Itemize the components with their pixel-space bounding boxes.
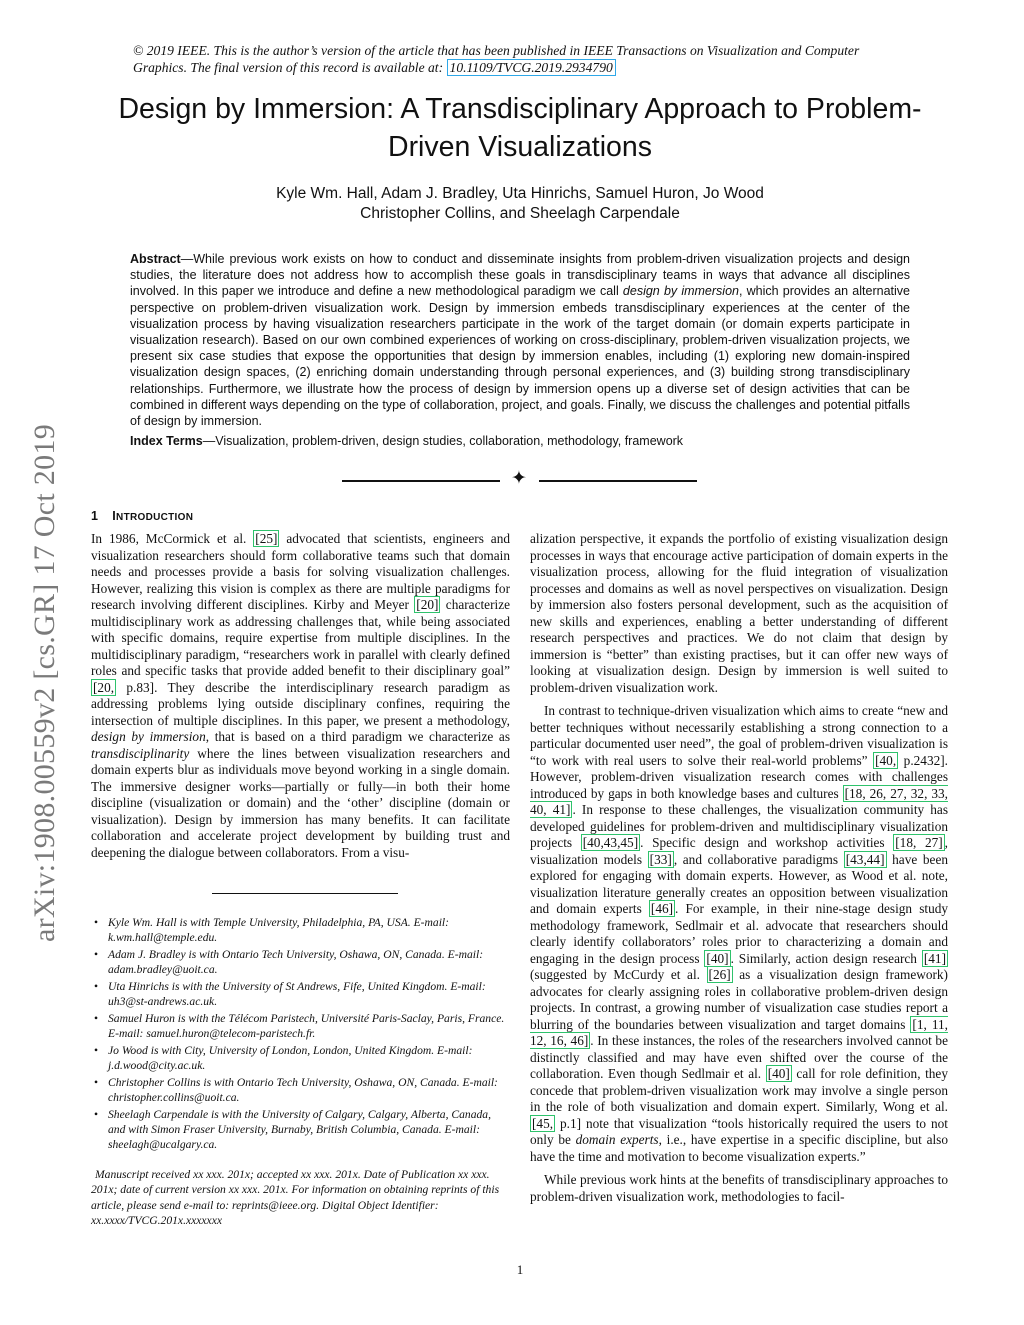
affiliation-item: • Christopher Collins is with Ontario Tech University, Oshawa, ON, Canada. E-mail: christopher.collins@uoit.ca. [91, 1075, 511, 1105]
text-run: p.83]. They describe the interdisciplinary research paradigm as addressing problems lying outside disciplinary confines, requiring the intersection of multiple disciplines. In this paper, we present a methodology, [91, 679, 510, 728]
citation-link[interactable]: [18, 26, 27, 32, 33, 40, 41] [530, 785, 948, 817]
affiliation-list [91, 915, 511, 1154]
doi-link[interactable]: 10.1109/TVCG.2019.2934790 [447, 59, 616, 76]
text-run: , and collaborative paradigms [673, 851, 844, 867]
manuscript-note: Manuscript received xx xxx. 201x; accepted xx xxx. 201x. Date of Publication xx xxx. 201x; date of current version xx xxx. 201x. For information on obtaining reprints of this article, please send e-mail to: reprints@ieee.org. Digital Object Identifier: xx.xxxx/TVCG.201x.xxxxxxx [91, 1168, 500, 1228]
intro-paragraph-3 [530, 703, 948, 1165]
text-run: . For example, in their nine-stage design study methodology framework, Sedlmair et al. advocate that researchers should clearly identify collaborators’ roles prior to characterizing a domain and engaging in the design process [530, 901, 949, 966]
citation-link[interactable]: [40, [875, 752, 897, 768]
text-run: call for role definition, they concede that problem-driven visualization work may involve a single person in the role of both visualization and domain expert. Similarly, Wong et al. [530, 1066, 948, 1114]
arxiv-stamp: arXiv:1908.00559v2 [cs.GR] 17 Oct 2019 [28, 423, 61, 942]
page-number: 1 [516, 1262, 524, 1277]
citation-link[interactable]: [45, [532, 1115, 554, 1131]
text-run: (suggested by McCurdy et al. [530, 967, 707, 982]
citation-link[interactable]: [25] [255, 531, 278, 546]
text-run: , i.e., have expertise in a specific discipline, but also have the time and motivation to become visualization experts.” [530, 1132, 948, 1164]
abstract-label: Abstract [130, 252, 181, 266]
text-run: characterize multidisciplinary work as addressing challenges that, while being associated with specific domains, require expertise from multiple disciplines. In the multidisciplinary paradigm, “researchers work in parallel with clearly defined roles and specific tasks that provide added benefit to their disciplinary goal” [91, 597, 510, 678]
divider-diamond-icon: ✦ [511, 468, 527, 489]
text-run: as a visualization design framework) advocates for clearly assigning roles in collaborative problem-driven design projects. In contrast, a growing number of visualization case studies report a blurring of the boundaries between visualization and target domains [530, 967, 948, 1032]
text-run: p.1] note that visualization “tools historically required the users to not only be [530, 1115, 948, 1147]
citation-link[interactable]: [1, 11, 12, 16, 46] [530, 1016, 948, 1048]
affiliation-item: • Jo Wood is with City, University of London, London, United Kingdom. E-mail: j.d.wood@city.ac.uk. [91, 1043, 511, 1073]
divider-right [539, 480, 697, 482]
citation-link[interactable]: [18, 27] [895, 835, 943, 850]
citation-link[interactable]: [40] [767, 1066, 790, 1081]
text-run: . In these instances, the roles of the researchers involved cannot be distinctly classified and may have even shifted over the course of the collaboration. Even though Sedlmair et al. [530, 1033, 948, 1081]
copyright-text: © 2019 IEEE. This is the author’s version of the article that has been published in IEEE Transactions on Visualization and Computer Graphics. The final version of this record is available at: [133, 43, 860, 75]
citation-link[interactable]: [40] [706, 950, 729, 966]
citation-link[interactable]: [26] [708, 967, 731, 982]
text-run: p.2432]. However, problem-driven visualization research comes with challenges introduced by gaps in both knowledge bases and cultures [530, 752, 948, 801]
citation-link[interactable]: [43,44] [845, 851, 885, 867]
emphasis: transdisciplinarity [91, 745, 190, 761]
citation-link[interactable]: [46] [650, 901, 674, 916]
text-run: , visualization models [530, 835, 948, 867]
paper-title: Design by Immersion: A Transdisciplinary Approach to Problem-Driven Visualizations [118, 93, 922, 163]
authors-line-1: Kyle Wm. Hall, Adam J. Bradley, Uta Hinrichs, Samuel Huron, Jo Wood [276, 185, 764, 202]
text-run: In 1986, McCormick et al. [91, 531, 254, 546]
text-run: . Specific design and workshop activities [640, 835, 894, 850]
copyright-notice [133, 42, 913, 76]
affiliation-item: • Adam J. Bradley is with Ontario Tech University, Oshawa, ON, Canada. E-mail: adam.bradley@uoit.ca. [91, 947, 511, 977]
abstract-text-2: , which provides an alternative perspective on problem-driven visualization work. Design by immersion embeds transdisciplinary experiences at the center of the visualization process by having visualization researchers participate in the work of the target domain (or domain experts participate in visualization research). Based on our own combined experiences of working on cross-disciplinary, problem-driven visualization projects, we present six case studies that expose the opportunities that design by immersion enables, including (1) exploring new domain-inspired visualization design spaces, (2) enriching domain understanding through personal experiences, and (3) building strong transdisciplinary relationships. Furthermore, we illustrate how the process of design by immersion opens up a diverse set of design activities that can be combined in different ways depending on the type of collaboration, project, and goals. Finally, we discuss the challenges and potential pitfalls of design by immersion. [130, 284, 910, 429]
index-terms [130, 433, 910, 449]
citation-link[interactable]: [20] [416, 597, 439, 612]
citation-link[interactable]: [33] [649, 851, 672, 867]
index-terms-label: Index Terms [130, 434, 203, 448]
text-run: where the lines between visualization researchers and domain experts blur as individuals move beyond working in a single domain. The immersive designer works—partially or fully—in both their home discipline (visualization or domain) and the ‘other’ discipline (domain or visualization). Design by immersion has many benefits. It can facilitate collaboration and accelerate project development by building trust and deepening the dialogue between collaborators. From a visu- [91, 745, 510, 860]
citation-link[interactable]: [20, [93, 679, 115, 695]
text-run: advocated that scientists, engineers and visualization researchers should form collaborative teams such that domain needs and processes provide a basis for solving visualization challenges. However, realizing this vision is complex as there are multiple paradigms for research involving different disciplines. Kirby and Meyer [91, 531, 510, 612]
index-terms-text: —Visualization, problem-driven, design studies, collaboration, methodology, framework [202, 434, 684, 448]
intro-paragraph-1 [91, 531, 510, 861]
affiliation-item: • Sheelagh Carpendale is with the University of Calgary, Calgary, Alberta, Canada, and with Simon Fraser University, Burnaby, British Columbia, Canada. E-mail: sheelagh@ucalgary.ca. [91, 1107, 511, 1152]
affiliation-item: • Samuel Huron is with the Télécom Paristech, Université Paris-Saclay, Paris, France. E-mail: samuel.huron@telecom-paristech.fr. [91, 1011, 511, 1041]
text-run: . Similarly, action design research [730, 950, 922, 966]
abstract [130, 251, 910, 429]
left-column [91, 531, 510, 861]
affiliation-item: • Kyle Wm. Hall is with Temple University, Philadelphia, PA, USA. E-mail: k.wm.hall@temple.edu. [91, 915, 511, 945]
section-heading [91, 509, 193, 523]
section-number: 1 [91, 509, 99, 523]
text-run: . In response to these challenges, the visualization community has developed guidelines for problem-driven and multidisciplinary visualization projects [530, 802, 949, 850]
emphasis: design by immersion [91, 729, 206, 744]
text-run: In contrast to technique-driven visualization which aims to create “new and better techniques without necessarily establishing a strong connection to a particular documented user need”, the goal of problem-driven visualization is “to work with real users to solve their real-world problems” [530, 703, 948, 768]
abstract-text-1: —While previous work exists on how to conduct and disseminate insights from problem-driven visualization projects and design studies, the literature does not address how to accomplish these goals in transdisciplinary teams in ways that advance all disciplines involved. In this paper we introduce and define a new methodological paradigm we call [130, 252, 910, 299]
emphasis: domain experts [575, 1132, 659, 1147]
text-run: , that is based on a third paradigm we characterize as [205, 729, 510, 744]
affiliation-item: • Uta Hinrichs is with the University of St Andrews, Fife, United Kingdom. E-mail: uh3@st-andrews.ac.uk. [91, 979, 511, 1009]
intro-paragraph-4: While previous work hints at the benefits of transdisciplinary approaches to problem-driven visualization work, methodologies to facil- [530, 1172, 948, 1204]
intro-paragraph-2: alization perspective, it expands the portfolio of existing visualization design processes in ways that encourage active participation of domain experts in the visualization process, allowing for the fluid integration of visualization processes and domains as well as novel perspectives on visualization. Design by immersion also fosters personal development, such as the acquisition of new skills and experiences, enabling a better understanding of different research perspectives and practices. We do not claim that design by immersion is “better” than existing practises, but it can offer new ways of looking at visualization design. Design by immersion is well suited to problem-driven visualization work. [530, 531, 948, 695]
citation-link[interactable]: [40,43,45] [582, 835, 639, 850]
text-run: have been explored for engaging with domain experts. However, as Wood et al. note, visualization literature generally creates an opposition between visualization and domain experts [530, 851, 948, 916]
divider-left [342, 480, 500, 482]
abstract-term: design by immersion [622, 284, 739, 299]
citation-link[interactable]: [41] [923, 950, 946, 966]
right-column [530, 531, 948, 1205]
authors-line-2: Christopher Collins, and Sheelagh Carpendale [360, 205, 680, 222]
author-list [100, 184, 940, 224]
section-title-initial: I [112, 509, 117, 523]
footnote-rule [212, 893, 398, 894]
section-title-rest: NTRODUCTION [116, 512, 194, 523]
